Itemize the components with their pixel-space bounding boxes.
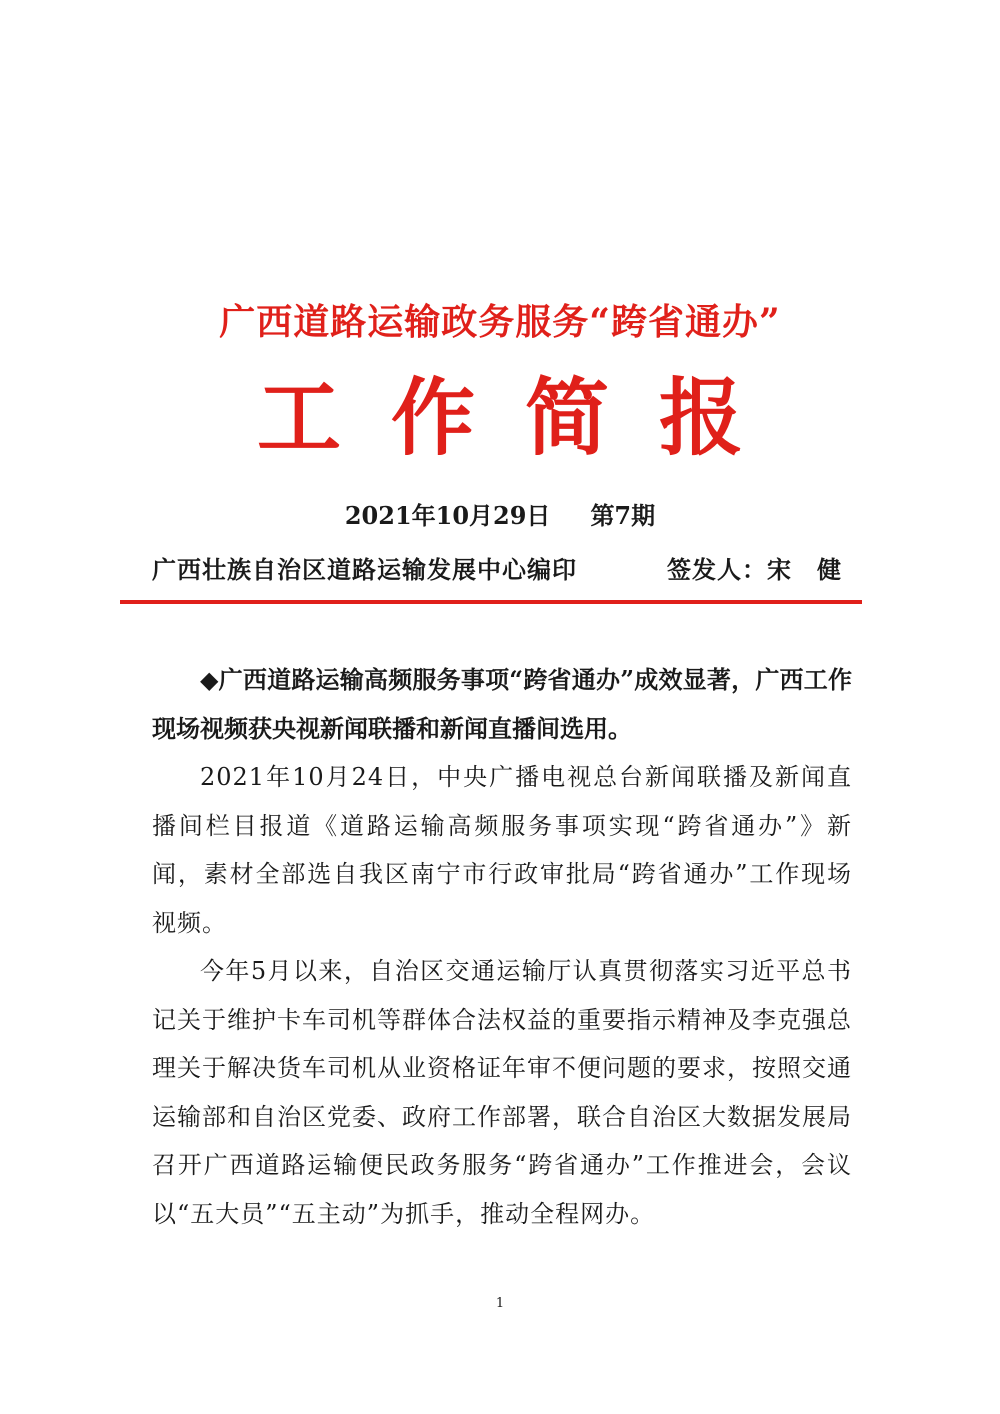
article-paragraph-2: 今年5月以来，自治区交通运输厅认真贯彻落实习近平总书记关于维护卡车司机等群体合法权益的重要指示精神及李克强总理关于解决货车司机从业资格证年审不便问题的要求，按照交通运输部和自治区党委、政府工作部署，联合自治区大数据发展局召开广西道路运输便民政务服务“跨省通办”工作推进会，会议以“五大员”“五主动”为抓手，推动全程网办。 [152,957,852,1228]
article-body [152,656,852,1238]
signer: 签发人：宋 健 [667,555,842,584]
bulletin-main-title: 工作简报 [256,368,793,467]
issue-date: 2021年10月29日 [344,501,551,530]
issue-line [0,496,1000,531]
red-divider [120,600,862,604]
bulletin-subtitle: 广西道路运输政务服务“跨省通办” [219,301,781,343]
publisher: 广西壮族自治区道路运输发展中心编印 [152,555,577,584]
page-number: 1 [495,1296,505,1311]
article-paragraph-1: 2021年10月24日，中央广播电视总台新闻联播及新闻直播间栏目报道《道路运输高频服务事项实现“跨省通办”》新闻，素材全部选自我区南宁市行政审批局“跨省通办”工作现场视频。 [152,763,852,937]
issue-number: 第7期 [590,501,656,530]
publisher-line [152,550,842,585]
article-headline: ◆广西道路运输高频服务事项“跨省通办”成效显著，广西工作现场视频获央视新闻联播和新闻直播间选用。 [152,665,852,743]
